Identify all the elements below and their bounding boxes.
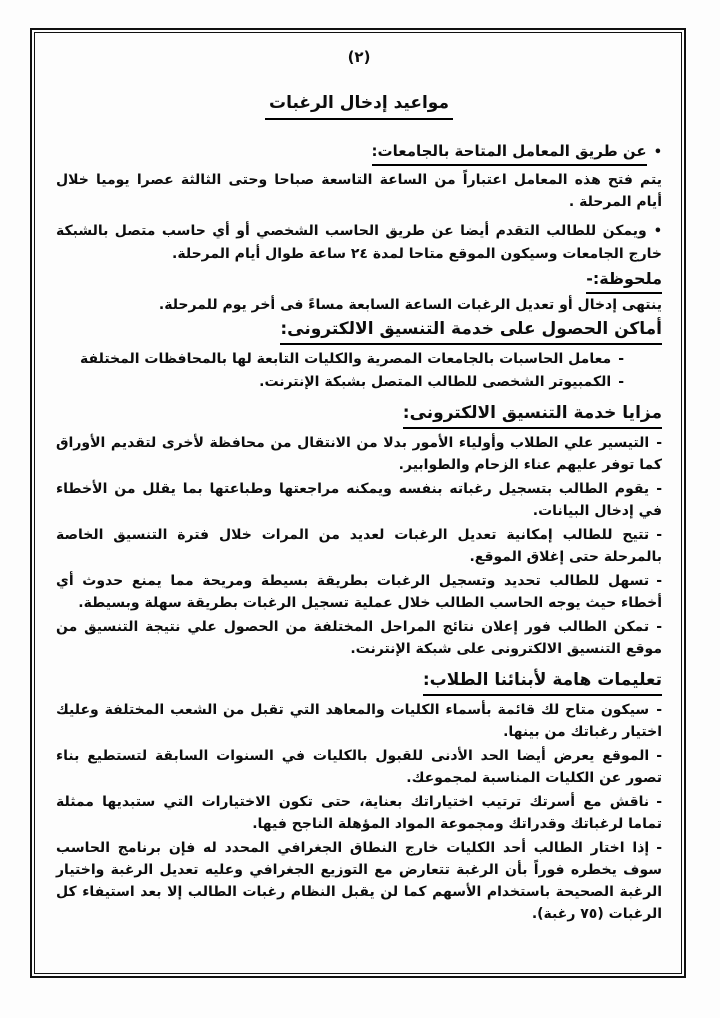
section-heading-labs: عن طريق المعامل المتاحة بالجامعات: xyxy=(372,140,647,166)
list-item-text: ويمكن للطالب التقدم أيضا عن طريق الحاسب الشخصي أو أي حاسب متصل بالشبكة خارج الجامعات وسيكون الموقع متاحا لمدة ٢٤ ساعة طوال أيام المرحلة. xyxy=(56,223,662,262)
page-content xyxy=(56,47,662,927)
heading-benefits-text: مزايا خدمة التنسيق الالكترونى: xyxy=(403,401,662,429)
dash-icon: - xyxy=(656,619,662,635)
list-item xyxy=(56,478,662,522)
dash-icon: - xyxy=(656,573,662,589)
document-title-text: مواعيد إدخال الرغبات xyxy=(265,91,453,120)
list-item-pc-access xyxy=(56,220,662,265)
list-item-text: إذا اختار الطالب أحد الكليات خارج النطاق الجغرافي المحدد له فإن برنامج الحاسب سوف يخطره فوراً بأن الرغبة تتعارض مع التوزيع الجغرافي وعليه تعديل الرغبة واختيار الرغبة الصحيحة باستخدام الأسهم كما لن يقبل النظام رغبات الطالب إلا بعد استيفاء كل الرغبات (٧٥ رغبة). xyxy=(56,840,662,922)
note-heading-text: ملحوظة:- xyxy=(586,268,662,294)
list-item xyxy=(56,524,662,568)
note-heading xyxy=(56,268,662,294)
list-item-text: تتيح للطالب إمكانية تعديل الرغبات لعديد من المرات خلال فترة التنسيق الخاصة بالمرحلة حتى إغلاق الموقع. xyxy=(56,527,662,565)
list-item xyxy=(56,791,662,835)
dash-icon: - xyxy=(656,435,662,451)
list-item-text: ناقش مع أسرتك ترتيب اختياراتك بعناية، حتى تكون الاختيارات التي ستبديها ممثلة تماما لرغباتك وقدراتك ومجموعة المواد المؤهلة الناجح فيها. xyxy=(56,794,662,832)
list-item-text: معامل الحاسبات بالجامعات المصرية والكليات التابعة لها بالمحافظات المختلفة xyxy=(80,351,612,367)
heading-access-locations-text: أماكن الحصول على خدمة التنسيق الالكترونى: xyxy=(280,317,662,345)
list-item-text: يقوم الطالب بتسجيل رغباته بنفسه ويمكنه مراجعتها وطباعتها بما يقلل من الأخطاء في إدخال البيانات. xyxy=(56,481,662,519)
note-body: ينتهى إدخال أو تعديل الرغبات الساعة السابعة مساءً فى أخر يوم للمرحلة. xyxy=(158,297,662,313)
access-locations-list xyxy=(56,348,662,393)
instructions-list xyxy=(56,699,662,925)
list-item-text: تسهل للطالب تحديد وتسجيل الرغبات بطريقة بسيطة ومريحة مما يمنع حدوث أي أخطاء حيث يوجه الحاسب الطالب خلال عملية تسجيل الرغبات بطريقة سهلة وبسيطة. xyxy=(56,573,662,611)
dash-icon: - xyxy=(656,748,662,764)
paragraph-lab-hours: يتم فتح هذه المعامل اعتباراً من الساعة التاسعة صباحا وحتى الثالثة عصرا يوميا خلال أيام المرحلة . xyxy=(56,172,662,210)
list-item-personal-computer xyxy=(56,371,662,393)
page-number: (٢) xyxy=(347,48,371,66)
list-item xyxy=(56,745,662,789)
list-item xyxy=(56,616,662,660)
list-item-text: تمكن الطالب فور إعلان نتائج المراحل المختلفة من الحصول علي نتيجة التنسيق من موقع التنسيق الالكترونى على شبكة الإنترنت. xyxy=(56,619,662,657)
dash-icon: - xyxy=(618,351,624,367)
dash-icon: - xyxy=(656,481,662,497)
bullet-icon: • xyxy=(653,145,662,160)
list-item-text: التيسير علي الطلاب وأولياء الأمور بدلا من الانتقال من محافظة لأخرى لتقديم الأوراق كما توفر عليهم عناء الزحام والطوابير. xyxy=(56,435,662,473)
list-item xyxy=(56,837,662,925)
list-item-text: الكمبيوتر الشخصى للطالب المتصل بشبكة الإنترنت. xyxy=(259,374,612,390)
list-item xyxy=(56,432,662,476)
list-item-university-labs xyxy=(56,348,662,370)
heading-benefits xyxy=(56,401,662,429)
bullet-icon: • xyxy=(653,224,662,239)
list-item xyxy=(56,699,662,743)
heading-access-locations xyxy=(56,317,662,345)
heading-instructions-text: تعليمات هامة لأبنائنا الطلاب: xyxy=(423,668,662,696)
section-labs xyxy=(56,140,662,166)
dash-icon: - xyxy=(656,527,662,543)
heading-instructions xyxy=(56,668,662,696)
benefits-list xyxy=(56,432,662,660)
dash-icon: - xyxy=(656,840,662,856)
list-item-text: الموقع يعرض أيضا الحد الأدنى للقبول بالكليات في السنوات السابقة لتستطيع بناء تصور عن الكليات المناسبة لمجموعك. xyxy=(56,748,662,786)
list-item-text: سيكون متاح لك قائمة بأسماء الكليات والمعاهد التي تقبل من الشعب المختلفة وعليك اختيار رغباتك من بينها. xyxy=(56,702,662,740)
list-item xyxy=(56,570,662,614)
dash-icon: - xyxy=(656,794,662,810)
dash-icon: - xyxy=(656,702,662,718)
dash-icon: - xyxy=(618,374,624,390)
document-title xyxy=(56,91,662,120)
